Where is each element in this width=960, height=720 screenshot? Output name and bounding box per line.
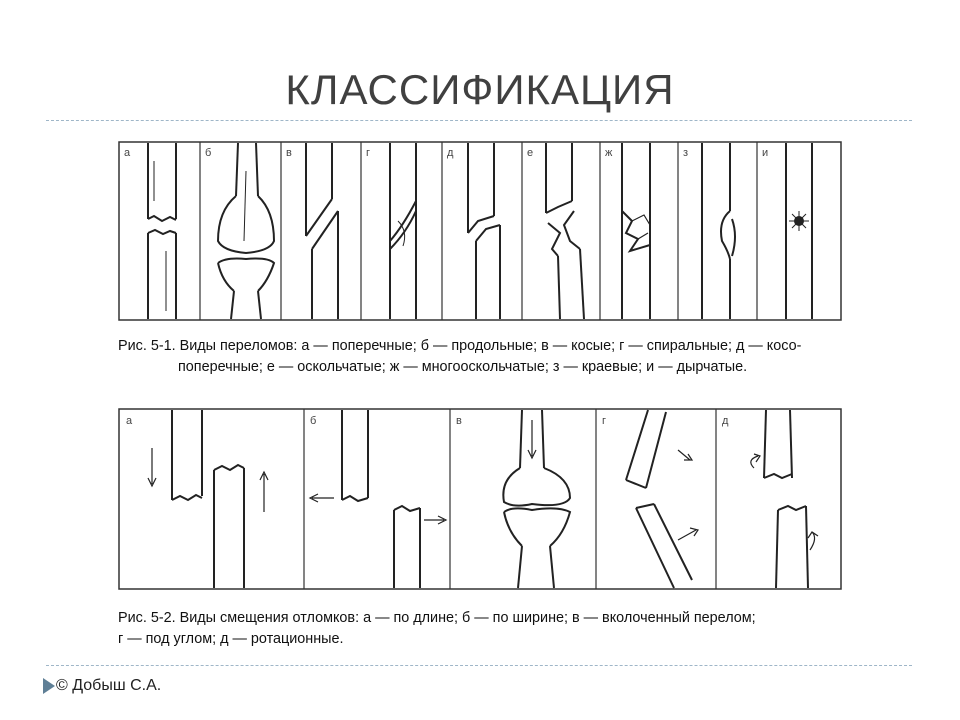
panel-letter: и xyxy=(762,147,769,159)
figure-displacement-types xyxy=(118,408,842,592)
figure-fracture-types xyxy=(118,141,842,323)
panel-letter: а xyxy=(124,147,131,159)
slide-title: КЛАССИФИКАЦИЯ xyxy=(285,66,675,113)
figure2-caption xyxy=(118,608,848,650)
caption-line: Рис. 5-2. Виды смещения отломков: а — по длине; б — по ширине; в — вколоченный перелом; xyxy=(118,610,756,626)
figure1-caption xyxy=(118,336,848,378)
triangle-bullet-icon xyxy=(43,678,55,694)
panel-letter: ж xyxy=(605,147,613,159)
caption-line: Рис. 5-1. Виды переломов: а — поперечные; б — продольные; в — косые; г — спиральные; д — косо- xyxy=(118,338,802,354)
panel-letter: д xyxy=(722,415,729,427)
panel-letter: а xyxy=(126,415,133,427)
caption-line: поперечные; е — оскольчатые; ж — многооскольчатые; з — краевые; и — дырчатые. xyxy=(178,359,748,375)
panel-letter: в xyxy=(286,147,292,159)
copyright-text: © Добыш С.А. xyxy=(56,677,162,694)
panel-letter: д xyxy=(447,147,454,159)
panel-letter: г xyxy=(366,147,371,159)
panel-letter: в xyxy=(456,415,462,427)
panel-letter: з xyxy=(683,147,689,159)
footer-divider xyxy=(46,665,912,666)
title-divider xyxy=(46,120,912,121)
caption-line: г — под углом; д — ротационные. xyxy=(118,631,344,647)
panel-letter: б xyxy=(205,147,212,159)
panel-letter: г xyxy=(602,415,607,427)
panel-letter: е xyxy=(527,147,534,159)
panel-letter: б xyxy=(310,415,317,427)
